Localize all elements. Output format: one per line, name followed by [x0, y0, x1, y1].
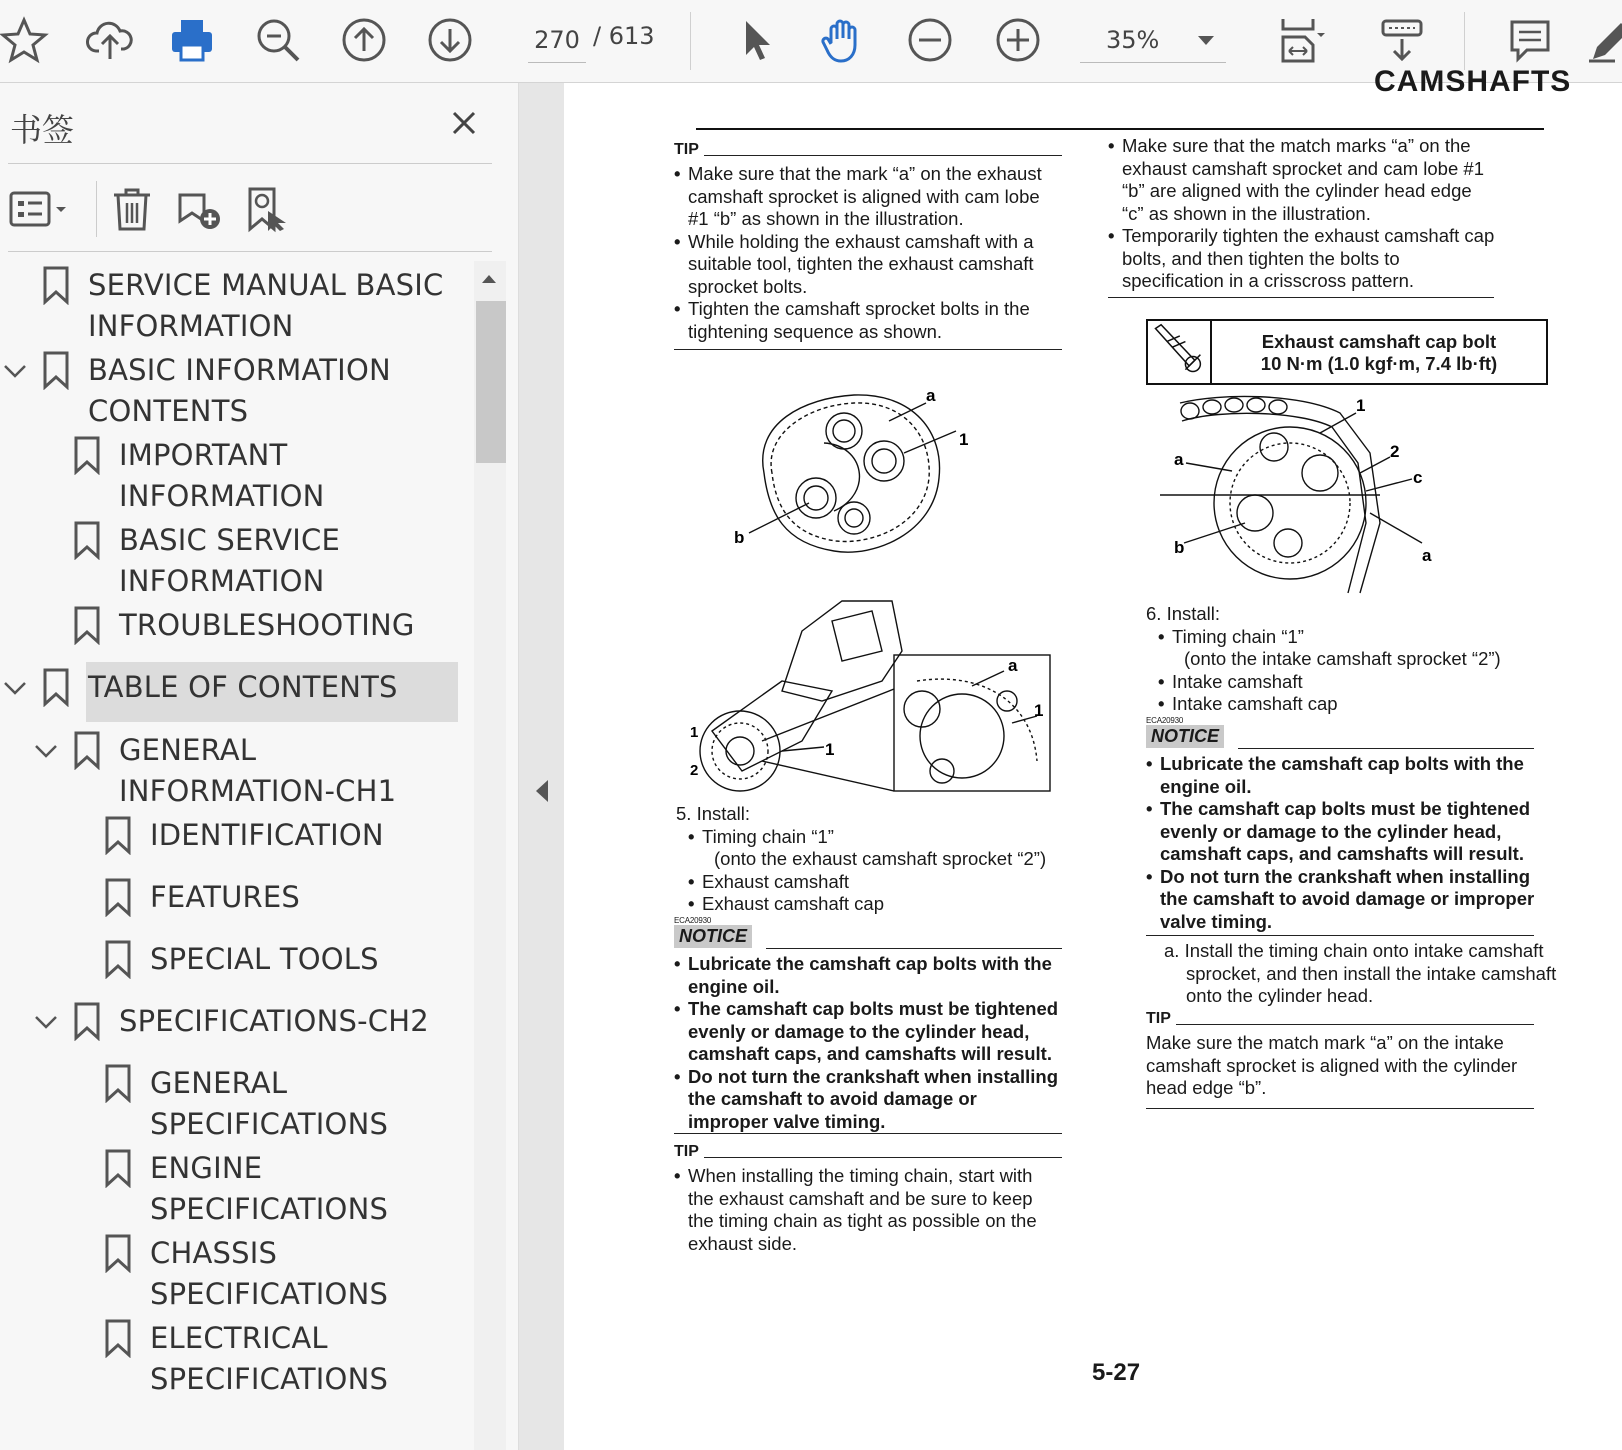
bookmark-label-line: IMPORTANT [119, 438, 288, 472]
bookmark-item[interactable] [0, 873, 474, 933]
add-bookmark-icon[interactable] [176, 183, 224, 235]
bookmark-label-line: SERVICE MANUAL BASIC [88, 268, 444, 302]
bookmark-item[interactable] [0, 997, 474, 1057]
bookmark-label-line: SPECIFICATIONS [150, 1362, 389, 1396]
pen-icon[interactable] [1580, 10, 1622, 70]
tip-label: TIP [674, 1143, 699, 1160]
tip-rule [704, 1157, 1062, 1158]
bookmark-label [150, 1318, 388, 1400]
panel-divider [8, 251, 492, 252]
chevron-down-icon[interactable] [33, 738, 59, 764]
bookmark-icon [73, 605, 101, 645]
bookmark-label [150, 1063, 388, 1145]
substep-a: a. Install the timing chain onto intake camshaft sprocket, and then install the intake camshaft onto the cylinder head. [1164, 940, 1557, 1006]
bookmark-label-line: SPECIFICATIONS-CH2 [119, 1004, 429, 1038]
torque-title: Exhaust camshaft cap bolt [1261, 331, 1497, 352]
notice-label: NOTICE [1146, 725, 1224, 748]
bookmark-label-line: INFORMATION [119, 564, 325, 598]
notice-rule [766, 948, 1062, 949]
bookmark-item[interactable] [0, 1059, 474, 1141]
figure-label-1: 1 [1356, 396, 1366, 415]
notice-label: NOTICE [674, 925, 752, 948]
bookmark-options-icon[interactable] [8, 183, 72, 235]
zoom-value: 35% [1106, 26, 1160, 54]
step-5-sub: (onto the exhaust camshaft sprocket “2”) [714, 848, 1047, 869]
step-5-item: • Exhaust camshaft cap [688, 893, 1062, 916]
page-total: / 613 [593, 22, 655, 50]
print-icon[interactable] [162, 10, 222, 70]
bookmark-icon [104, 1233, 132, 1273]
bookmark-label [150, 815, 384, 856]
bookmark-item[interactable] [0, 935, 474, 995]
zoom-in-icon[interactable] [988, 10, 1048, 70]
bookmark-label [119, 520, 340, 602]
bookmark-item[interactable] [0, 726, 474, 808]
list-item: • Do not turn the crankshaft when installing the camshaft to avoid damage or improper valve timing. [674, 1066, 1062, 1134]
bookmark-search-icon[interactable] [244, 183, 292, 235]
bookmark-icon [73, 435, 101, 475]
tip-rule [1176, 1024, 1534, 1025]
eca-code: ECA20930 [1146, 716, 1184, 725]
bookmark-item[interactable] [0, 516, 474, 598]
list-item: • Make sure that the mark “a” on the exhaust camshaft sprocket is aligned with cam lobe #1 “b” as shown in the illustration. [674, 163, 1062, 231]
bookmark-icon [104, 1148, 132, 1188]
figure-label-2: 2 [690, 762, 699, 779]
figure-label-1: 1 [1034, 701, 1044, 720]
bookmark-icon [73, 1001, 101, 1041]
tip-rule [704, 155, 1062, 156]
toolbar-divider [1464, 12, 1465, 70]
notice-rule [1238, 748, 1534, 749]
bookmark-icon [104, 1318, 132, 1358]
bookmark-item[interactable] [0, 1144, 474, 1226]
step-6 [1146, 603, 1536, 716]
bookmark-label [119, 605, 415, 646]
notice-list [674, 953, 1062, 1133]
bookmark-item[interactable] [0, 811, 474, 871]
bookmark-label [150, 939, 379, 980]
torque-spec-box [1146, 319, 1548, 385]
close-icon[interactable] [448, 107, 480, 139]
bookmark-label-line: SPECIFICATIONS [150, 1107, 389, 1141]
tip-text: Make sure the match mark “a” on the intake camshaft sprocket is aligned with the cylinder head edge “b”. [1146, 1032, 1518, 1098]
tip-label: TIP [1146, 1010, 1171, 1027]
bookmark-icon [104, 815, 132, 855]
list-item: • While holding the exhaust camshaft with a suitable tool, tighten the exhaust camshaft sprocket bolts. [674, 231, 1062, 299]
step-6-title: 6. Install: [1146, 603, 1221, 624]
exhaust-sprocket-illustration [724, 383, 994, 563]
hand-tool-icon[interactable] [812, 10, 872, 70]
bookmark-label-line: ENGINE [150, 1151, 263, 1185]
tip-end-rule [674, 349, 1062, 350]
figure-label-1: 1 [825, 740, 835, 759]
bookmark-label-line: GENERAL [119, 733, 257, 767]
tip-label: TIP [674, 141, 699, 158]
pdf-page [564, 65, 1622, 1450]
bookmark-icon [104, 877, 132, 917]
bookmark-item[interactable] [0, 601, 474, 661]
bookmark-icon [104, 939, 132, 979]
list-item: • The camshaft cap bolts must be tightened evenly or damage to the cylinder head, camshaft caps, and camshafts will result. [1146, 798, 1536, 866]
list-item: • Tighten the camshaft sprocket bolts in the tightening sequence as shown. [674, 298, 1062, 343]
bookmark-label-line: TABLE OF CONTENTS [88, 670, 398, 704]
list-item: • When installing the timing chain, start with the exhaust camshaft and be sure to keep the timing chain as tight as possible on the exhaust side. [674, 1165, 1062, 1255]
zoom-select[interactable] [1080, 18, 1226, 63]
step-5-item: • Timing chain “1” [688, 826, 1062, 849]
scrollbar-thumb[interactable] [476, 301, 506, 463]
bookmark-icon [42, 265, 70, 305]
list-item: • Lubricate the camshaft cap bolts with the engine oil. [1146, 753, 1536, 798]
chapter-header: CAMSHAFTS [1374, 65, 1572, 98]
bookmark-label-line: TROUBLESHOOTING [119, 608, 415, 642]
bookmark-label-line: FEATURES [150, 880, 301, 914]
figure-label-c: c [1413, 468, 1423, 487]
bookmark-label-line: CONTENTS [88, 394, 249, 428]
step-6-sub: (onto the intake camshaft sprocket “2”) [1184, 648, 1501, 669]
next-page-icon[interactable] [420, 10, 480, 70]
bookmark-icon [42, 667, 70, 707]
torque-value: 10 N·m (1.0 kgf·m, 7.4 lb·ft) [1260, 353, 1498, 374]
step-6-item: • Intake camshaft cap [1158, 693, 1536, 716]
bookmark-label-line: INFORMATION-CH1 [119, 774, 397, 808]
zoom-search-icon[interactable] [248, 10, 308, 70]
step-5 [676, 803, 1062, 916]
step-6-item: • Timing chain “1” [1158, 626, 1536, 649]
list-item: • Lubricate the camshaft cap bolts with the engine oil. [674, 953, 1062, 998]
previous-page-icon[interactable] [334, 10, 394, 70]
upload-cloud-icon[interactable] [80, 10, 140, 70]
figure-label-b: b [1174, 538, 1185, 557]
scroll-up-icon[interactable] [482, 275, 496, 283]
bookmark-label [119, 1001, 429, 1042]
list-item: • Temporarily tighten the exhaust camshaft cap bolts, and then tighten the bolts to specification in a crisscross pattern. [1108, 225, 1498, 293]
camshaft-alignment-illustration [1160, 393, 1470, 603]
figure-label-a: a [1174, 450, 1184, 469]
bookmark-label [119, 730, 396, 812]
list-item: • Do not turn the crankshaft when installing the camshaft to avoid damage or improper valve timing. [1146, 866, 1536, 934]
bookmark-item[interactable] [0, 1229, 474, 1311]
bookmark-label [150, 1233, 388, 1315]
bookmark-label-line: INFORMATION [88, 309, 294, 343]
bookmark-label-line: SPECIAL TOOLS [150, 942, 379, 976]
bookmark-star-icon[interactable] [0, 10, 54, 70]
comment-icon[interactable] [1500, 10, 1560, 70]
step-5-item: • Exhaust camshaft [688, 871, 1062, 894]
figure-label-a: a [1422, 546, 1432, 565]
tip-2 [674, 1143, 1062, 1255]
bookmark-item[interactable] [0, 663, 474, 723]
list-item: • Make sure that the match marks “a” on the exhaust camshaft sprocket and cam lobe #1 “b” are aligned with the cylinder head edge “c” as shown in the illustration. [1108, 135, 1498, 225]
bookmark-label-line: GENERAL [150, 1066, 288, 1100]
tip-end-rule [1146, 1108, 1534, 1109]
page-fit-icon[interactable] [1270, 10, 1330, 70]
bookmark-label [88, 265, 443, 347]
bookmark-item[interactable] [0, 261, 474, 343]
bookmark-item[interactable] [0, 1314, 474, 1396]
panel-divider [96, 181, 97, 237]
tip-list [674, 163, 1062, 343]
bookmark-item[interactable] [0, 431, 474, 513]
section-rule [1108, 297, 1494, 298]
notice-end-rule [674, 1133, 1062, 1134]
tip-3 [1146, 1010, 1534, 1100]
bookmark-label [88, 667, 398, 708]
right-top-list [1108, 135, 1498, 293]
list-item: • The camshaft cap bolts must be tightened evenly or damage to the cylinder head, camshaft caps, and camshafts will result. [674, 998, 1062, 1066]
bookmark-label [88, 350, 391, 432]
figure-label-1: 1 [690, 724, 699, 741]
chevron-down-icon [1198, 36, 1214, 45]
figure-label-a: a [1008, 656, 1018, 675]
notice-list [1146, 753, 1536, 933]
tip-list [674, 1165, 1062, 1255]
delete-bookmark-icon[interactable] [110, 183, 154, 235]
bookmark-label-line: ELECTRICAL [150, 1321, 328, 1355]
zoom-out-icon[interactable] [900, 10, 960, 70]
toolbar-divider [690, 12, 691, 70]
figure-label-2: 2 [1390, 442, 1400, 461]
bookmark-label-line: INFORMATION [119, 479, 325, 513]
bookmark-label-line: SPECIFICATIONS [150, 1277, 389, 1311]
left-column [674, 141, 1062, 343]
tightening-sequence-illustration [682, 591, 1054, 799]
bookmark-label-line: SPECIFICATIONS [150, 1192, 389, 1226]
bookmark-label-line: CHASSIS [150, 1236, 278, 1270]
bookmark-label [150, 877, 300, 918]
panel-divider [8, 163, 492, 164]
bookmark-item[interactable] [0, 346, 474, 428]
step-5-title: 5. Install: [676, 803, 751, 824]
bookmark-label-line: BASIC SERVICE [119, 523, 341, 557]
read-mode-icon[interactable] [1372, 10, 1432, 70]
bookmark-icon [42, 350, 70, 390]
chevron-down-icon[interactable] [33, 1009, 59, 1035]
torque-wrench-icon [1148, 321, 1212, 383]
bookmark-icon [104, 1063, 132, 1103]
eca-code: ECA20930 [674, 916, 712, 925]
bookmark-label-line: IDENTIFICATION [150, 818, 384, 852]
notice-end-rule [1146, 935, 1534, 936]
bookmarks-panel [0, 83, 519, 1450]
collapse-panel-icon[interactable] [536, 780, 548, 802]
header-rule [696, 128, 1544, 130]
page-number-input[interactable]: 270 [528, 18, 586, 63]
panel-title: 书签 [10, 111, 75, 149]
bookmark-label [119, 435, 325, 517]
figure-label-a: a [926, 386, 936, 405]
step-6-item: • Intake camshaft [1158, 671, 1536, 694]
figure-label-1: 1 [959, 430, 969, 449]
bookmark-list [0, 261, 474, 1450]
bookmark-label-line: BASIC INFORMATION [88, 353, 391, 387]
bookmark-icon [73, 730, 101, 770]
page-number: 5-27 [1092, 1359, 1141, 1386]
chevron-down-icon[interactable] [2, 358, 28, 384]
bookmark-icon [73, 520, 101, 560]
torque-spec [1212, 331, 1546, 375]
select-pointer-icon[interactable] [724, 10, 784, 70]
figure-label-b: b [734, 528, 745, 547]
chevron-down-icon[interactable] [2, 675, 28, 701]
bookmark-label [150, 1148, 388, 1230]
